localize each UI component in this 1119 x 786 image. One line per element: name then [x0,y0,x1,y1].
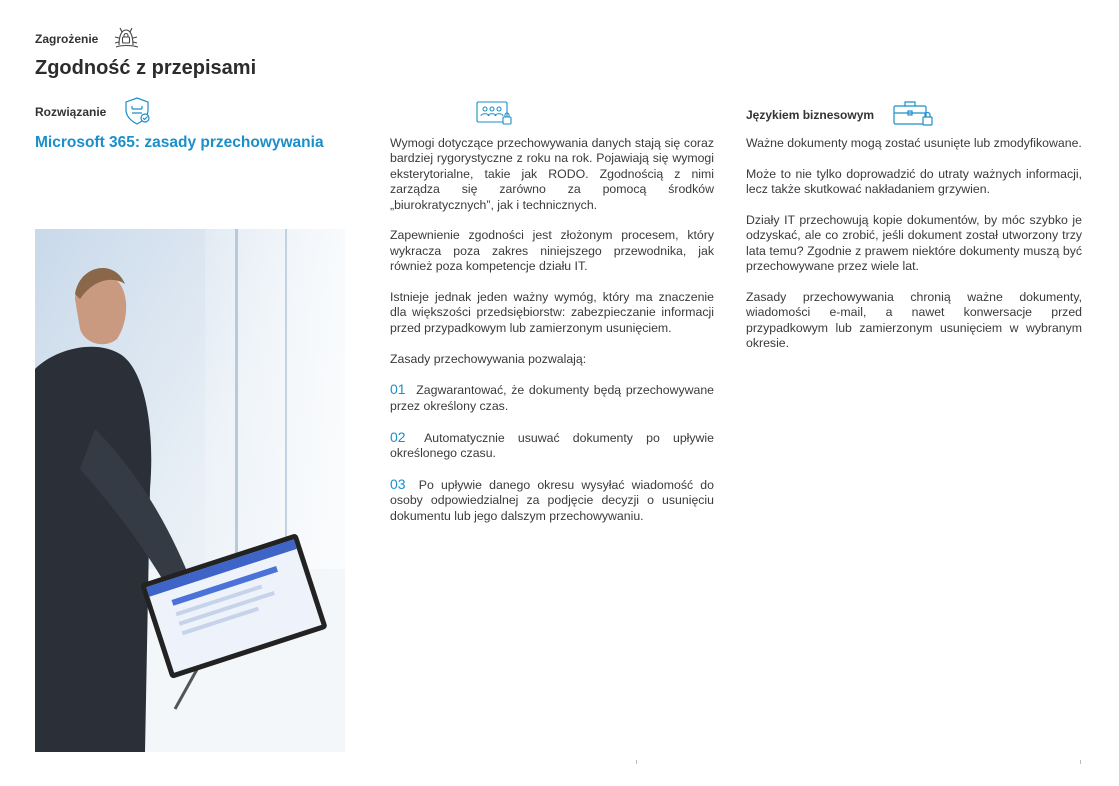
business-label: Językiem biznesowym [746,108,875,122]
middle-column [390,136,714,539]
paragraph: Istnieje jednak jeden ważny wymóg, który ma znaczenie dla większości przedsiębiorstw: zabezpieczanie informacji przed przypadkowym lub zamierzonym usunięciem. [390,290,714,335]
list-item [390,477,714,524]
shield-check-icon [123,96,153,131]
paragraph: Zasady przechowywania chronią ważne dokumenty, wiadomości e-mail, a nawet konwersacje przed przypadkowym lub zamierzonym usunięciem w wybranym okresie. [746,290,1082,351]
page-mark [636,760,637,764]
people-lock-icon [476,101,514,134]
page-mark [1080,760,1081,764]
list-number: 03 [390,475,406,492]
paragraph: Wymogi dotyczące przechowywania danych stają się coraz bardziej rygorystyczne z roku na rok. Pojawiają się wymogi eksterytorialne, takie jak RODO. Zgodnością z nimi zarządza się zarówno za pomocą środków „biurokratycznych”, jak i technicznych. [390,136,714,212]
page-title: Zgodność z przepisami [35,57,257,79]
list-item [390,382,714,414]
paragraph: Zapewnienie zgodności jest złożonym procesem, który wykracza poza zakres niniejszego przewodnika, jak również poza kompetencje działu IT. [390,228,714,274]
man-with-tablet-photo [35,229,345,752]
paragraph: Może to nie tylko doprowadzić do utraty ważnych informacji, lecz także skutkować nakładaniem grzywien. [746,166,1082,197]
list-item [390,430,714,462]
list-number: 02 [390,428,406,445]
threat-label: Zagrożenie [35,32,99,46]
briefcase-lock-icon [893,99,935,134]
list-text: Automatycznie usuwać dokumenty po upływie określonego czasu. [390,430,714,461]
bug-lock-icon [112,25,140,56]
solution-label: Rozwiązanie [35,105,107,119]
list-text: Po upływie danego okresu wysyłać wiadomość do osoby odpowiedzialnej za podjęcie decyzji o usunięciu dokumentu lub jego dalszym przechowywaniu. [390,477,714,523]
paragraph: Ważne dokumenty mogą zostać usunięte lub zmodyfikowane. [746,136,1082,150]
solution-title: Microsoft 365: zasady przechowywania [35,134,324,151]
business-column [746,136,1082,367]
paragraph: Działy IT przechowują kopie dokumentów, by móc szybko je odzyskać, ale co zrobić, jeśli dokument został utworzony trzy lata temu? Zgodnie z prawem niektóre dokumenty muszą być przechowywane przez wiele lat. [746,213,1082,274]
list-text: Zagwarantować, że dokumenty będą przechowywane przez określony czas. [390,383,715,413]
paragraph: Zasady przechowywania pozwalają: [390,351,587,366]
list-number: 01 [390,381,406,398]
